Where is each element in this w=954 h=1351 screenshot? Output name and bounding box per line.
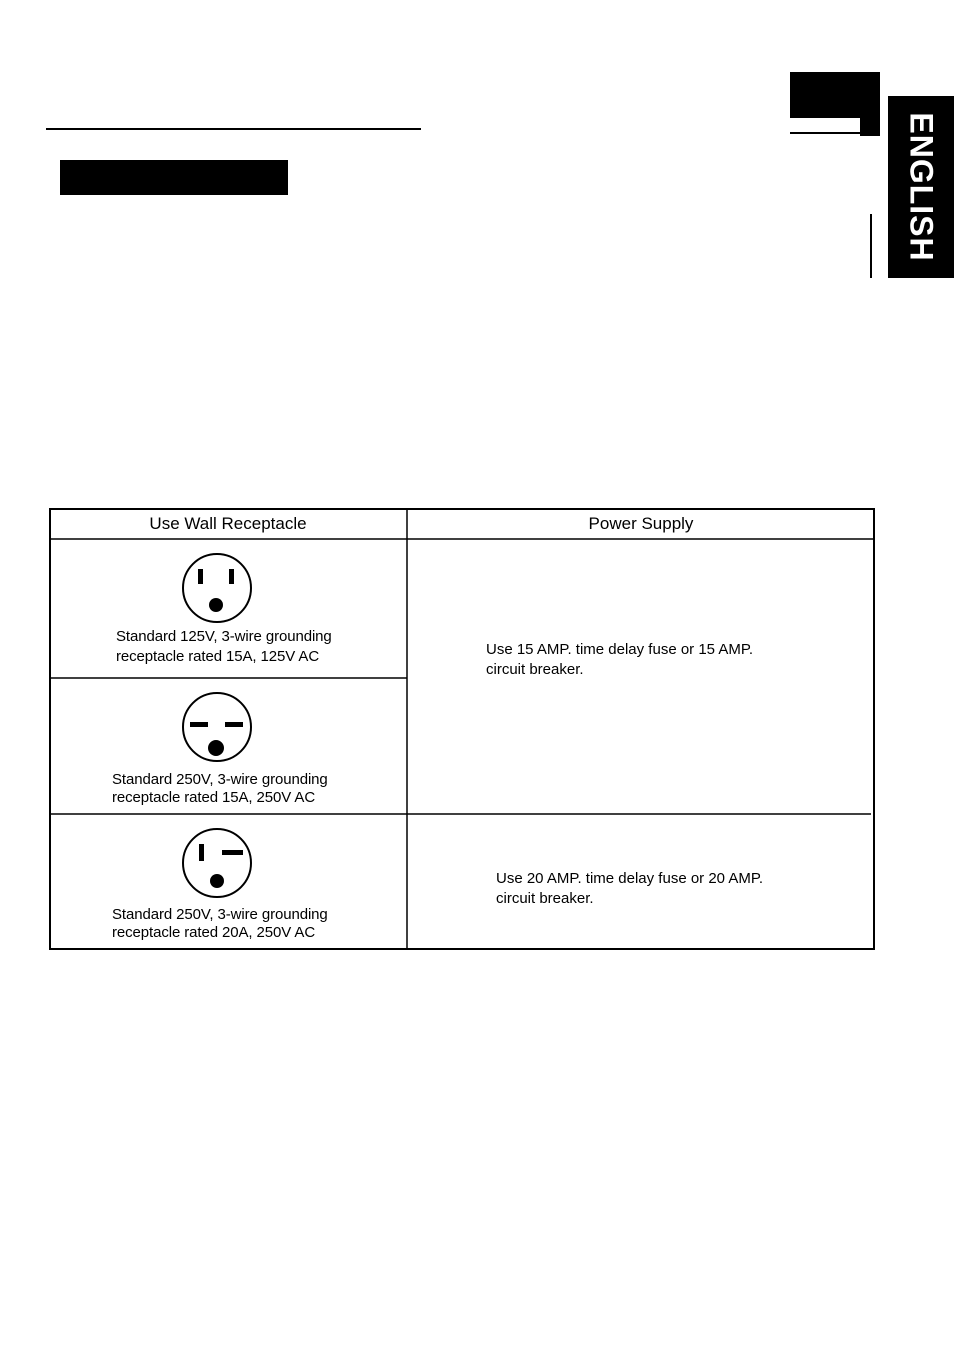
- receptacle-caption-line1: Standard 250V, 3-wire grounding: [112, 771, 328, 788]
- power-supply-15a: [486, 640, 753, 680]
- receptacle-caption-line2: receptacle rated 20A, 250V AC: [112, 924, 316, 941]
- power-supply-line1: Use 15 AMP. time delay fuse or 15 AMP.: [486, 641, 754, 658]
- power-supply-line1: Use 20 AMP. time delay fuse or 20 AMP.: [496, 870, 764, 887]
- language-tab-label: ENGLISH: [903, 112, 940, 262]
- header-power-supply: Power Supply: [588, 513, 694, 533]
- power-supply-20a: [496, 869, 763, 909]
- receptacle-caption-line1: Standard 125V, 3-wire grounding: [116, 628, 332, 645]
- table-row: [49, 539, 407, 678]
- receptacle-caption-line2: receptacle rated 15A, 250V AC: [112, 789, 316, 806]
- outlet-250v-15a-icon: [180, 690, 254, 764]
- outlet-250v-20a-icon: [180, 826, 254, 900]
- language-tab: [888, 96, 954, 278]
- tab-marker-line: [870, 214, 872, 278]
- table-row: [49, 678, 407, 814]
- header-use-wall-receptacle: Use Wall Receptacle: [149, 513, 307, 533]
- power-supply-line2: circuit breaker.: [496, 890, 594, 907]
- table-row: [49, 814, 407, 950]
- corner-mark: [790, 72, 880, 136]
- outlet-125v-15a-icon: [180, 551, 254, 625]
- receptacle-table: [49, 508, 875, 950]
- header-rule: [46, 128, 421, 130]
- section-heading-bar: [60, 160, 288, 195]
- receptacle-caption-line1: Standard 250V, 3-wire grounding: [112, 906, 328, 923]
- power-supply-line2: circuit breaker.: [486, 661, 584, 678]
- receptacle-caption-line2: receptacle rated 15A, 125V AC: [116, 648, 320, 665]
